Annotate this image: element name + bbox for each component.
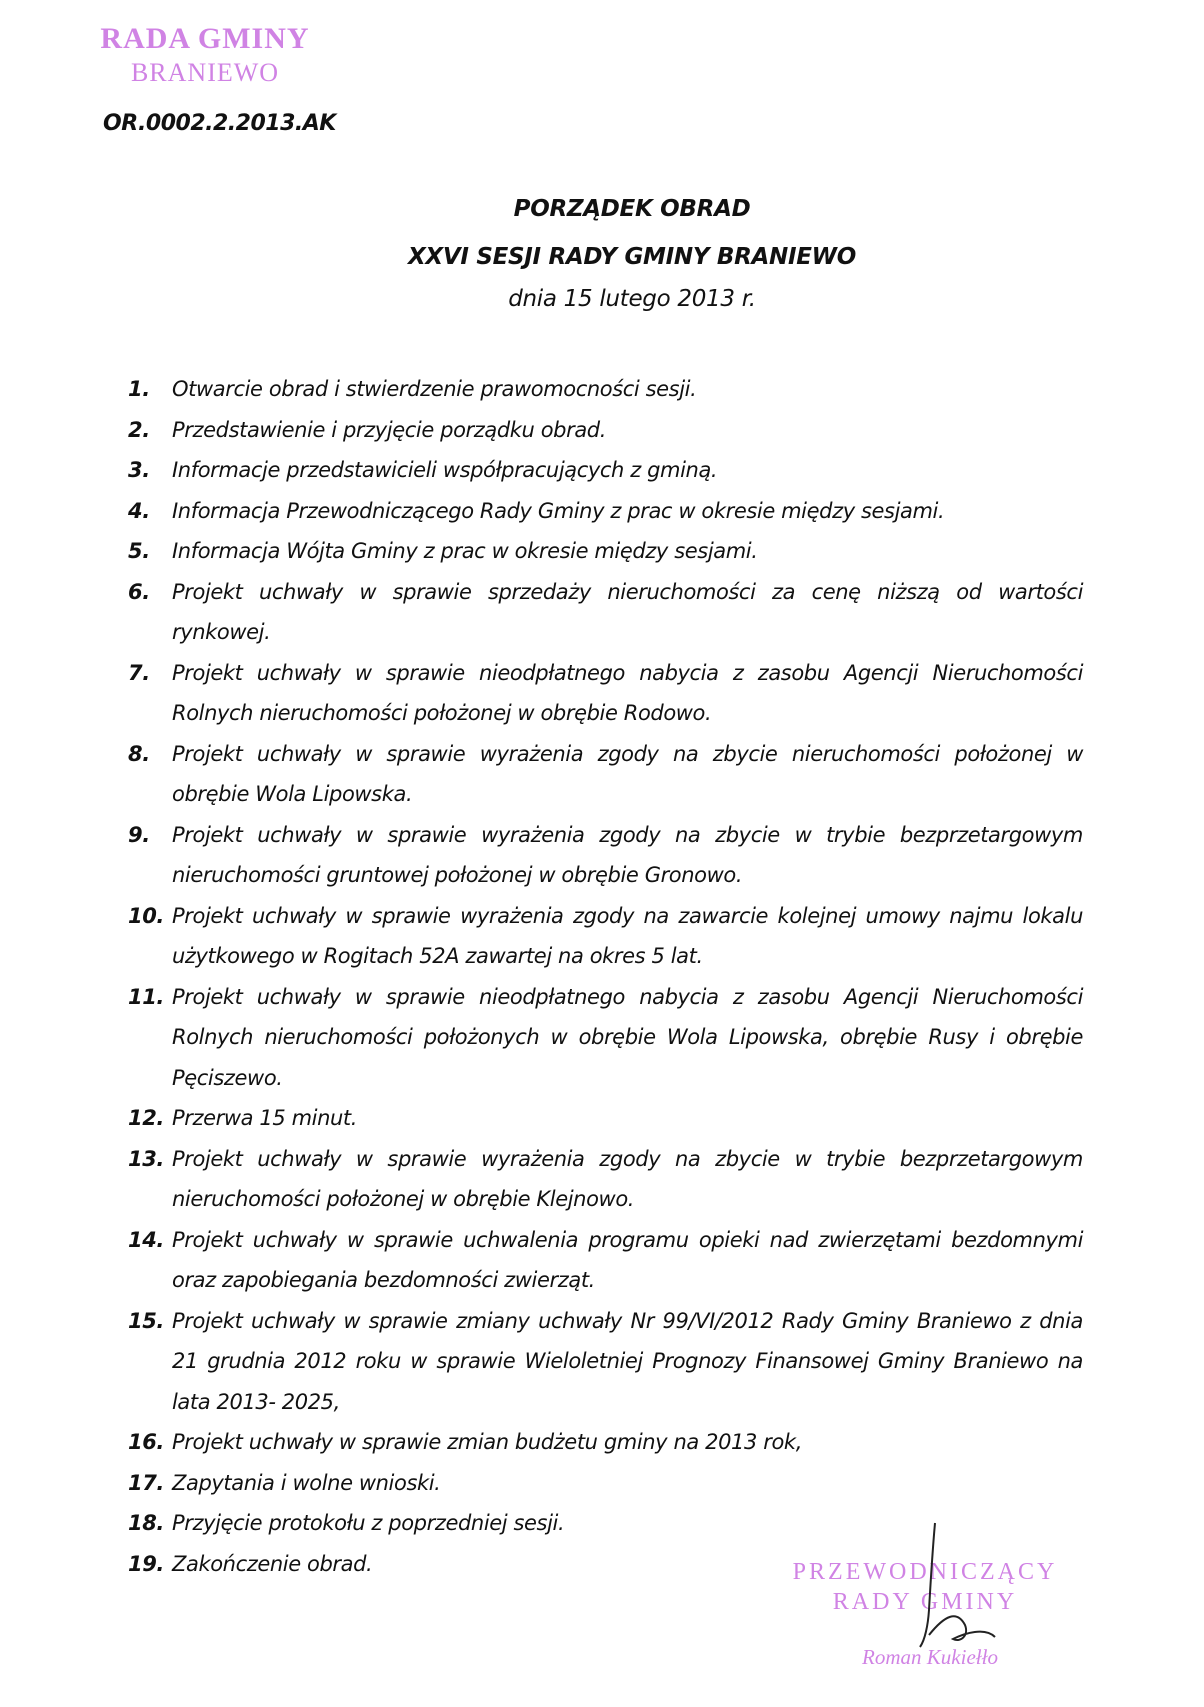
agenda-item-text: Otwarcie obrad i stwierdzenie prawomocności sesji. [172, 377, 697, 401]
agenda-list [128, 369, 1083, 1584]
agenda-item [128, 369, 1083, 410]
agenda-item-number: 9. [128, 822, 150, 847]
agenda-item [128, 450, 1083, 491]
agenda-item [128, 977, 1083, 1099]
agenda-item-text: Projekt uchwały w sprawie nieodpłatnego nabycia z zasobu Agencji Nieruchomości Rolnych nieruchomości położonych w obrębie Wola Lipowska, obrębie Rusy i obrębie Pęciszewo. [172, 984, 1083, 1090]
agenda-item-text: Informacja Przewodniczącego Rady Gminy z prac w okresie między sesjami. [172, 498, 945, 523]
session-subtitle: XXVI SESJI RADY GMINY BRANIEWO [408, 244, 856, 270]
agenda-item [128, 572, 1083, 653]
agenda-item-text: Projekt uchwały w sprawie uchwalenia programu opieki nad zwierzętami bezdomnymi oraz zapobiegania bezdomności zwierząt. [172, 1227, 1083, 1292]
agenda-item-text: Projekt uchwały w sprawie nieodpłatnego nabycia z zasobu Agencji Nieruchomości Rolnych nieruchomości położonej w obrębie Rodowo. [172, 660, 1083, 725]
stamp-chairman-name: Roman Kukiełło [862, 1645, 998, 1669]
agenda-item [128, 896, 1083, 977]
agenda-item-number: 8. [128, 741, 150, 766]
agenda-item-number: 18. [128, 1511, 165, 1535]
agenda-item-number: 4. [128, 498, 150, 523]
agenda-item-number: 6. [128, 579, 150, 604]
agenda-item-number: 15. [128, 1308, 165, 1333]
agenda-item-number: 5. [128, 539, 150, 563]
agenda-item-number: 10. [128, 903, 165, 928]
agenda-item [128, 1098, 1083, 1139]
agenda-item [128, 734, 1083, 815]
agenda-item [128, 653, 1083, 734]
stamp-line-municipality: BRANIEWO [130, 58, 280, 87]
agenda-item [128, 1463, 1083, 1504]
agenda-item [128, 491, 1083, 532]
stamp-line-council: RADA GMINY [100, 22, 310, 55]
agenda-item-text: Projekt uchwały w sprawie zmian budżetu gminy na 2013 rok, [172, 1430, 802, 1454]
stamp-line-council: RADY GMINY [832, 1589, 1018, 1615]
agenda-item-text: Projekt uchwały w sprawie zmiany uchwały Nr 99/VI/2012 Rady Gminy Braniewo z dnia 21 grudnia 2012 roku w sprawie Wieloletniej Prognozy Finansowej Gminy Braniewo na lata 2013- 2025, [172, 1308, 1083, 1414]
agenda-item-number: 17. [128, 1470, 165, 1495]
agenda-item-text: Zakończenie obrad. [172, 1551, 373, 1576]
council-stamp-top [90, 22, 320, 90]
agenda-item-text: Projekt uchwały w sprawie wyrażenia zgody na zbycie w trybie bezprzetargowym nieruchomości gruntowej położonej w obrębie Gronowo. [172, 822, 1083, 887]
session-date: dnia 15 lutego 2013 r. [508, 286, 756, 312]
document-reference: OR.0002.2.2013.AK [103, 111, 336, 136]
agenda-item [128, 410, 1083, 451]
agenda-item [128, 1139, 1083, 1220]
agenda-item [128, 815, 1083, 896]
agenda-item-text: Informacja Wójta Gminy z prac w okresie między sesjami. [172, 539, 758, 563]
agenda-item-number: 12. [128, 1106, 165, 1130]
agenda-item [128, 1220, 1083, 1301]
agenda-item-text: Informacje przedstawicieli współpracujących z gminą. [172, 458, 718, 482]
agenda-item [128, 531, 1083, 572]
agenda-item-text: Przedstawienie i przyjęcie porządku obrad. [172, 417, 607, 442]
agenda-item-text: Zapytania i wolne wnioski. [172, 1470, 441, 1495]
agenda-item-text: Projekt uchwały w sprawie wyrażenia zgody na zbycie nieruchomości położonej w obrębie Wola Lipowska. [172, 741, 1083, 806]
agenda-item-number: 1. [128, 377, 150, 401]
agenda-item-text: Przerwa 15 minut. [172, 1106, 358, 1130]
agenda-item-number: 3. [128, 458, 150, 482]
agenda-item-number: 7. [128, 660, 150, 685]
agenda-item [128, 1301, 1083, 1423]
agenda-item-number: 16. [128, 1430, 165, 1454]
agenda-item-text: Projekt uchwały w sprawie wyrażenia zgody na zbycie w trybie bezprzetargowym nieruchomości położonej w obrębie Klejnowo. [172, 1146, 1083, 1211]
document-title: PORZĄDEK OBRAD [513, 196, 751, 222]
agenda-item-number: 11. [128, 984, 165, 1009]
handwritten-signature [895, 1515, 1015, 1655]
agenda-item-text: Projekt uchwały w sprawie wyrażenia zgody na zawarcie kolejnej umowy najmu lokalu użytkowego w Rogitach 52A zawartej na okres 5 lat. [172, 903, 1083, 968]
agenda-item-text: Przyjęcie protokołu z poprzedniej sesji. [172, 1511, 565, 1535]
agenda-item-number: 13. [128, 1146, 165, 1171]
agenda-item-number: 2. [128, 417, 150, 442]
agenda-item-number: 19. [128, 1551, 165, 1576]
stamp-line-chairman: PRZEWODNICZĄCY [792, 1559, 1058, 1585]
agenda-item-text: Projekt uchwały w sprawie sprzedaży nieruchomości za cenę niższą od wartości rynkowej. [172, 579, 1083, 644]
agenda-item-number: 14. [128, 1227, 165, 1252]
agenda-item [128, 1422, 1083, 1463]
